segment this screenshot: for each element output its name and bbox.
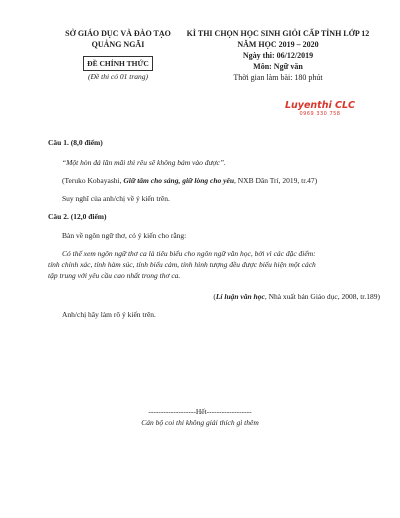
header-left xyxy=(48,28,188,81)
question1-source-author: (Teruko Kobayashi, xyxy=(62,176,124,185)
province-name: QUẢNG NGÃI xyxy=(91,40,145,49)
question2-source-rest: , Nhà xuất bản Giáo dục, 2008, tr.189) xyxy=(264,292,380,301)
stamp-phone: 0969 330 758 xyxy=(299,111,341,117)
school-year: NĂM HỌC 2019 – 2020 xyxy=(237,40,319,49)
subject: Môn: Ngữ văn xyxy=(253,62,303,71)
department-name: SỞ GIÁO DỤC VÀ ĐÀO TẠO xyxy=(65,29,171,38)
watermark-stamp xyxy=(280,100,360,117)
question1-source xyxy=(62,175,382,186)
question1-source-title: Giữ tâm cho sáng, giữ lòng cho yêu xyxy=(123,176,235,185)
stamp-brand: Luyenthi CLC xyxy=(284,100,356,111)
question2-source-open: ( xyxy=(213,292,216,301)
question2-quote-line1: Có thể xem ngôn ngữ thơ ca là tiêu biểu cho ngôn ngữ văn học, bởi vì các đặc điểm: xyxy=(62,249,316,258)
invigilator-note: Cán bộ coi thi không giải thích gì thêm xyxy=(141,418,259,427)
header-right xyxy=(178,28,378,83)
question1-task: Suy nghĩ của anh/chị về ý kiến trên. xyxy=(62,194,170,203)
question2-quote-line2: tính chính xác, tính hàm súc, tính biểu cảm, tính hình tượng đều được biểu hiện một cách xyxy=(48,260,316,269)
question1-source-rest: , NXB Dân Trí, 2019, tr.47) xyxy=(234,176,318,185)
exam-title: KÌ THI CHỌN HỌC SINH GIỎI CẤP TỈNH LỚP 12 xyxy=(186,29,370,38)
question2-quote-line3: tập trung với yêu cầu cao nhất trong thơ ca. xyxy=(48,271,181,280)
pages-note: (Đề thi có 01 trang) xyxy=(88,72,148,81)
question2-task: Anh/chị hãy làm rõ ý kiến trên. xyxy=(62,310,156,319)
question2-intro: Bàn về ngôn ngữ thơ, có ý kiến cho rằng: xyxy=(62,231,187,240)
end-marker: -------------------Hết------------------ xyxy=(148,407,252,416)
question1-heading: Câu 1. (8,0 điểm) xyxy=(48,138,103,147)
exam-date: Ngày thi: 06/12/2019 xyxy=(242,51,314,60)
question2-source xyxy=(160,291,380,302)
question2-source-title: Lí luận văn học xyxy=(215,292,265,301)
question2-heading: Câu 2. (12,0 điểm) xyxy=(48,212,107,221)
question1-quote: “Một hòn đá lăn mãi thì rêu sẽ không bám vào được”. xyxy=(62,158,226,167)
duration: Thời gian làm bài: 180 phút xyxy=(233,73,323,82)
official-exam-badge: ĐỀ CHÍNH THỨC xyxy=(83,56,153,71)
